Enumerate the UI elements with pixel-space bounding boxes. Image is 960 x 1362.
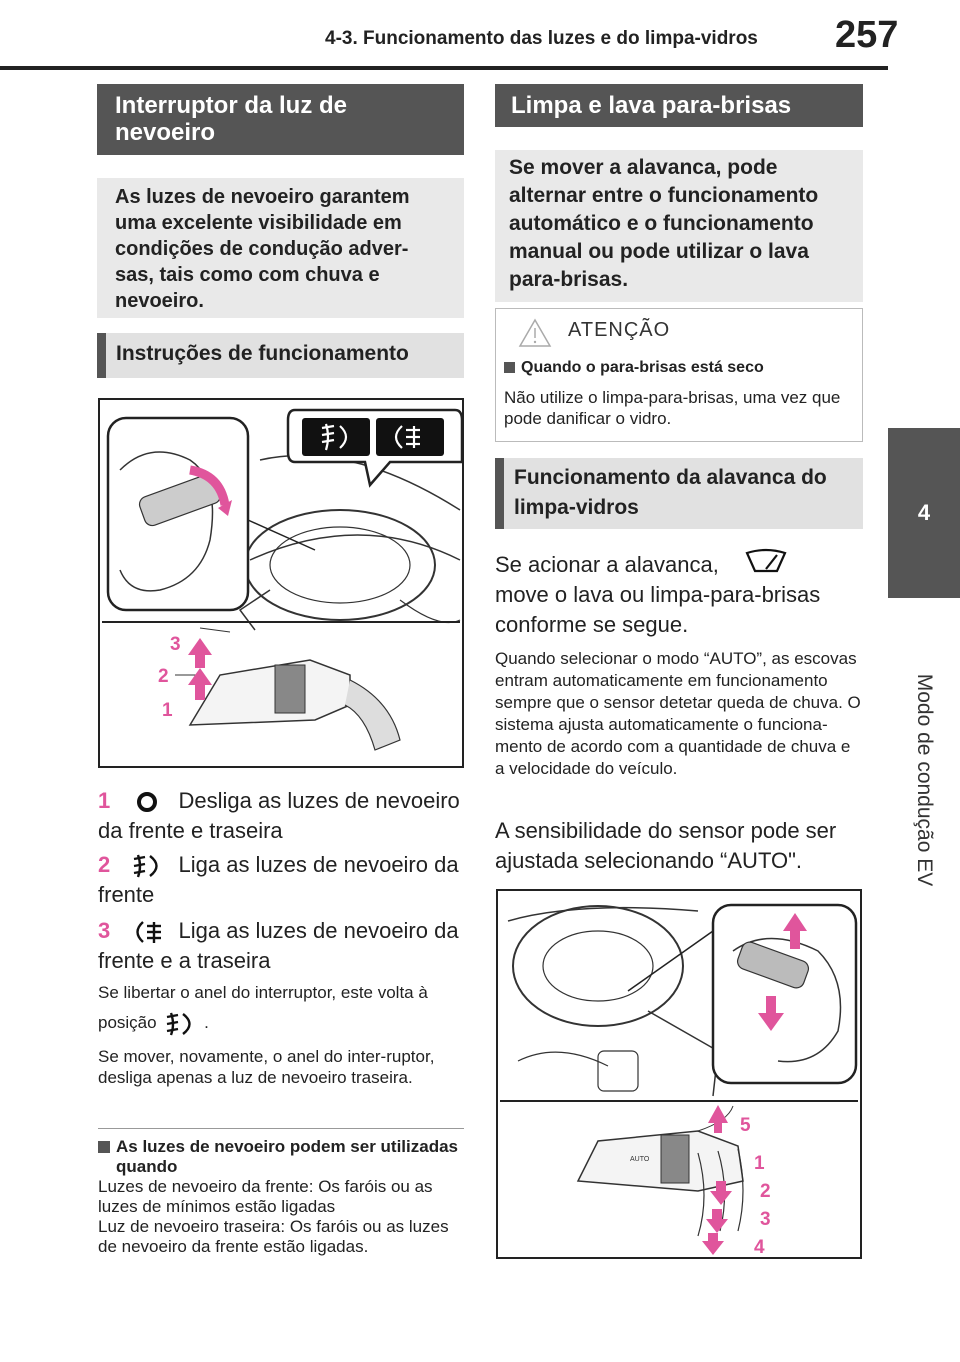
fog-section-title: Interruptor da luz de nevoeiro (97, 84, 464, 155)
fig-callout-3: 3 (170, 634, 181, 655)
off-circle-icon (130, 790, 164, 814)
fig-callout-3: 3 (760, 1209, 771, 1230)
page-number: 257 (835, 14, 899, 56)
fog-note-rear: Se mover, novamente, o anel do inter-ruptor, desliga apenas a luz de nevoeiro traseira. (98, 1047, 435, 1087)
wiper-body-sensitivity: A sensibilidade do sensor pode ser ajustada selecionando “AUTO". (495, 818, 837, 873)
bullet-square (504, 362, 515, 373)
usage-line-front: Luzes de nevoeiro da frente: Os faróis ou as luzes de mínimos estão ligadas (98, 1177, 433, 1216)
fog-intro-box: As luzes de nevoeiro garantem uma excelente visibilidade em condições de condução adver-sas, tais como com chuva e nevoeiro. (97, 178, 464, 318)
fog-note-release: Se libertar o anel do interruptor, este volta à posição . (98, 978, 464, 1038)
chapter-tab: 4 (888, 428, 960, 598)
fig-callout-4: 4 (754, 1237, 765, 1257)
fog-item-1: 1 Desliga as luzes de nevoeiro da frente e traseira (98, 788, 460, 843)
wiper-intro-box: Se mover a alavanca, pode alternar entre o funcionamento automático e o funcionamento manual ou pode utilizar o lava para-brisas. (495, 150, 863, 302)
header-rule (0, 66, 888, 70)
wiper-subsection-title: Funcionamento da alavanca do limpa-vidros (495, 458, 863, 529)
caution-subtitle-row: Quando o para-brisas está seco (504, 359, 764, 377)
caution-box (495, 308, 863, 442)
fig-callout-2: 2 (158, 666, 169, 687)
usage-line-rear: Luz de nevoeiro traseira: Os faróis ou as luzes de nevoeiro da frente estão ligadas. (98, 1217, 449, 1256)
fig-callout-5: 5 (740, 1115, 751, 1136)
wiper-body-1: Se acionar a alavanca, move o lava ou limpa-para-brisas conforme se segue. (495, 550, 863, 640)
fig-callout-2: 2 (760, 1181, 771, 1202)
rear-fog-icon (130, 919, 164, 945)
caution-title: ATENÇÃO (568, 319, 671, 341)
caution-text: Não utilize o limpa-para-brisas, uma vez que pode danificar o vidro. (504, 388, 841, 428)
header-title: 4-3. Funcionamento das luzes e do limpa-vidros (325, 28, 758, 49)
fog-subsection-title: Instruções de funcionamento (97, 333, 464, 378)
stalk-auto-label: AUTO (630, 1156, 650, 1163)
fog-switch-illustration (100, 400, 462, 766)
front-fog-icon (130, 853, 164, 879)
fig-callout-1: 1 (162, 700, 173, 721)
wiper-lever-illustration (498, 891, 860, 1257)
fog-item-2: 2 Liga as luzes de nevoeiro da frente (98, 852, 459, 907)
wiper-body-auto: Quando selecionar o modo “AUTO”, as escovas entram automaticamente em funcionamento sempre que o sensor detetar queda de chuva. O sistema ajusta automaticamente o funciona-mento de acordo com a quantidade de chuva e a velocidade do veículo. (495, 649, 861, 778)
usage-title: As luzes de nevoeiro podem ser utilizadas quando (116, 1137, 458, 1176)
front-fog-icon (163, 1011, 197, 1037)
fog-switch-figure (98, 398, 464, 768)
usage-block (98, 1137, 464, 1257)
warning-triangle-icon (518, 317, 552, 349)
bullet-square (98, 1141, 110, 1153)
fog-item-3: 3 Liga as luzes de nevoeiro da frente e a traseira (98, 918, 459, 973)
usage-divider (98, 1128, 464, 1129)
wiper-lever-figure (496, 889, 862, 1259)
wiper-icon (743, 547, 789, 575)
fig-callout-1: 1 (754, 1153, 765, 1174)
chapter-label: Modo de condução EV (913, 673, 936, 887)
wiper-section-title: Limpa e lava para-brisas (495, 84, 863, 127)
